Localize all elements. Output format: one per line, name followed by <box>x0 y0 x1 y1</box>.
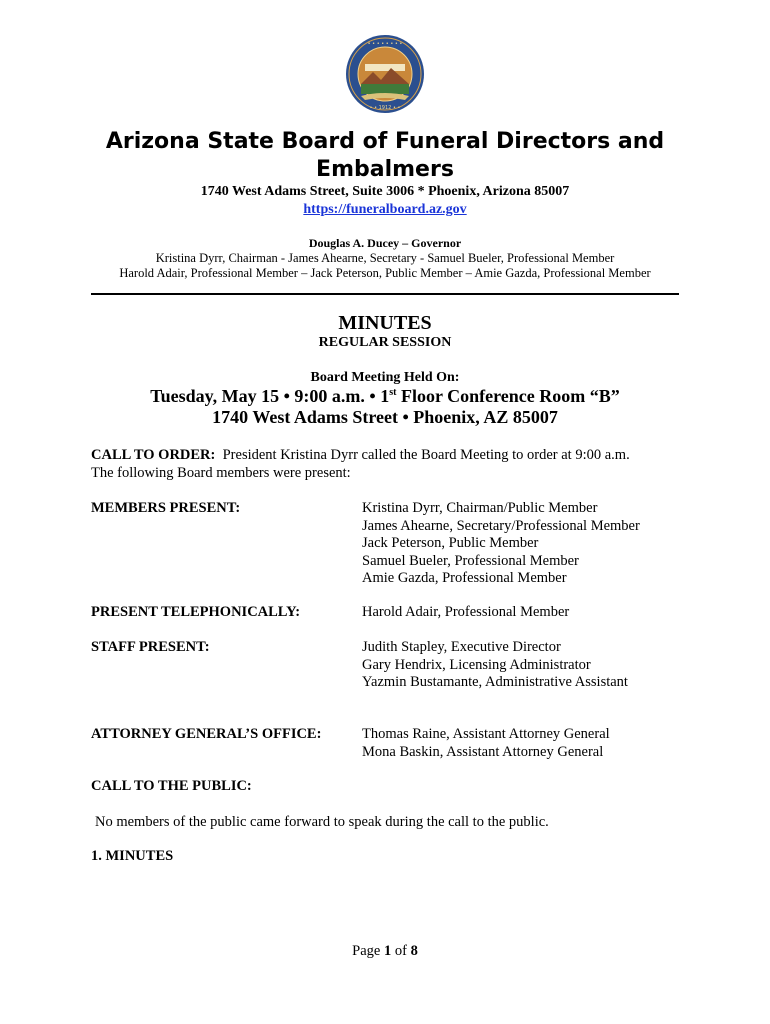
header-divider <box>91 293 679 295</box>
list-item: Samuel Bueler, Professional Member <box>362 552 579 569</box>
list-item: Mona Baskin, Assistant Attorney General <box>362 743 604 760</box>
meeting-location: 1740 West Adams Street • Phoenix, AZ 85007 <box>212 407 558 427</box>
meeting-held-label: Board Meeting Held On: <box>310 370 460 385</box>
board-members-line-2: Harold Adair, Professional Member – Jack Peterson, Public Member – Amie Gazda, Professional Member <box>119 266 651 280</box>
governor-line: Douglas A. Ducey – Governor <box>308 236 462 250</box>
list-item: Judith Stapley, Executive Director <box>362 639 561 655</box>
members-present-list <box>362 500 640 588</box>
list-item: Amie Gazda, Professional Member <box>362 570 567 586</box>
list-item: Kristina Dyrr, Chairman/Public Member <box>362 500 598 516</box>
minutes-heading: MINUTES <box>338 312 432 334</box>
board-website-link[interactable]: https://funeralboard.az.gov <box>303 202 467 217</box>
staff-present-list <box>362 639 628 692</box>
board-address: 1740 West Adams Street, Suite 3006 * Phoenix, Arizona 85007 <box>200 184 570 199</box>
session-type: REGULAR SESSION <box>318 335 452 350</box>
svg-text:• • • • • • • •: • • • • • • • • <box>367 41 403 47</box>
members-present-label: MEMBERS PRESENT: <box>91 500 241 516</box>
page-number: Page 1 of 8 <box>352 943 418 959</box>
call-to-public-label: CALL TO THE PUBLIC: <box>91 778 252 794</box>
meeting-date-line: Tuesday, May 15 • 9:00 a.m. • 1st Floor Conference Room “B” <box>150 386 620 406</box>
list-item: Jack Peterson, Public Member <box>362 535 539 551</box>
list-item: Yazmin Bustamante, Administrative Assistant <box>362 674 628 690</box>
present-telephonically-list <box>362 604 569 622</box>
attorney-general-label: ATTORNEY GENERAL’S OFFICE: <box>91 726 322 742</box>
section-minutes-heading: 1. MINUTES <box>91 848 174 864</box>
staff-present-label: STAFF PRESENT: <box>91 639 210 655</box>
board-title: Arizona State Board of Funeral Directors and Embalmers <box>105 129 665 182</box>
attorney-general-list <box>362 726 610 761</box>
board-members-line-1: Kristina Dyrr, Chairman - James Ahearne, Secretary - Samuel Bueler, Professional Member <box>155 251 615 265</box>
call-to-public-text: No members of the public came forward to speak during the call to the public. <box>95 814 549 830</box>
call-to-order-label: CALL TO ORDER: <box>91 447 216 463</box>
list-item: Gary Hendrix, Licensing Administrator <box>362 656 591 673</box>
call-to-order-paragraph: CALL TO ORDER: President Kristina Dyrr called the Board Meeting to order at 9:00 a.m. The following Board members were present: <box>91 447 630 481</box>
present-telephonically-label: PRESENT TELEPHONICALLY: <box>91 604 301 620</box>
state-seal-logo <box>345 34 425 114</box>
list-item: James Ahearne, Secretary/Professional Member <box>362 517 640 534</box>
list-item: Harold Adair, Professional Member <box>362 604 570 620</box>
list-item: Thomas Raine, Assistant Attorney General <box>362 726 610 742</box>
svg-text:• • 1912 • •: • • 1912 • • <box>369 105 401 111</box>
